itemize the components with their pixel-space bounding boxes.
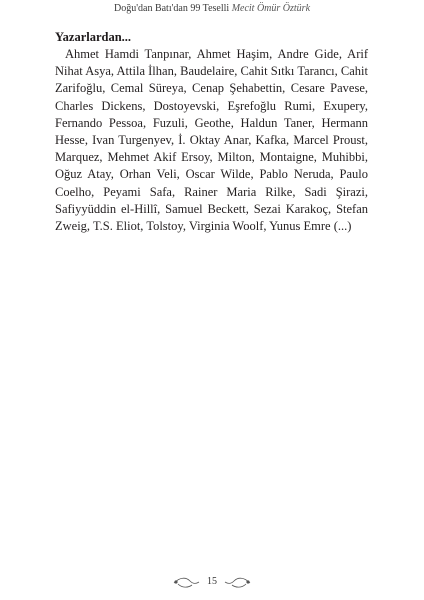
book-author: Mecit Ömür Öztürk xyxy=(231,3,311,14)
book-title: Doğu'dan Batı'dan 99 Teselli xyxy=(113,3,230,14)
section-heading: Yazarlardan... xyxy=(55,30,132,44)
running-head xyxy=(0,3,424,14)
body-paragraph: Ahmet Hamdi Tanpınar, Ahmet Haşim, Andre Gide, Arif Nihat Asya, Attila İlhan, Baudelaire, Cahit Sıtkı Tarancı, Cahit Zarifoğlu, Cemal Süreya, Cenap Şehabettin, Cesare Pavese, Charles Dickens, Dostoyevski, Eşrefoğlu Rumi, Exupery, Fernando Pessoa, Fuzuli, Geothe, Haldun Taner, Hermann Hesse, Ivan Turgenyev, İ. Oktay Anar, Kafka, Marcel Proust, Marquez, Mehmet Akif Ersoy, Milton, Montaigne, Muhibbi, Oğuz Atay, Orhan Veli, Oscar Wilde, Pablo Neruda, Paulo Coelho, Peyami Safa, Rainer Maria Rilke, Sadi Şirazi, Safiyyüddin el-Hillî, Samuel Beckett, Sezai Karakoç, Stefan Zweig, T.S. Eliot, Tolstoy, Virginia Woolf, Yunus Emre (...) xyxy=(55,47,368,234)
page-footer xyxy=(0,573,424,593)
page-number: 15 xyxy=(207,576,217,587)
